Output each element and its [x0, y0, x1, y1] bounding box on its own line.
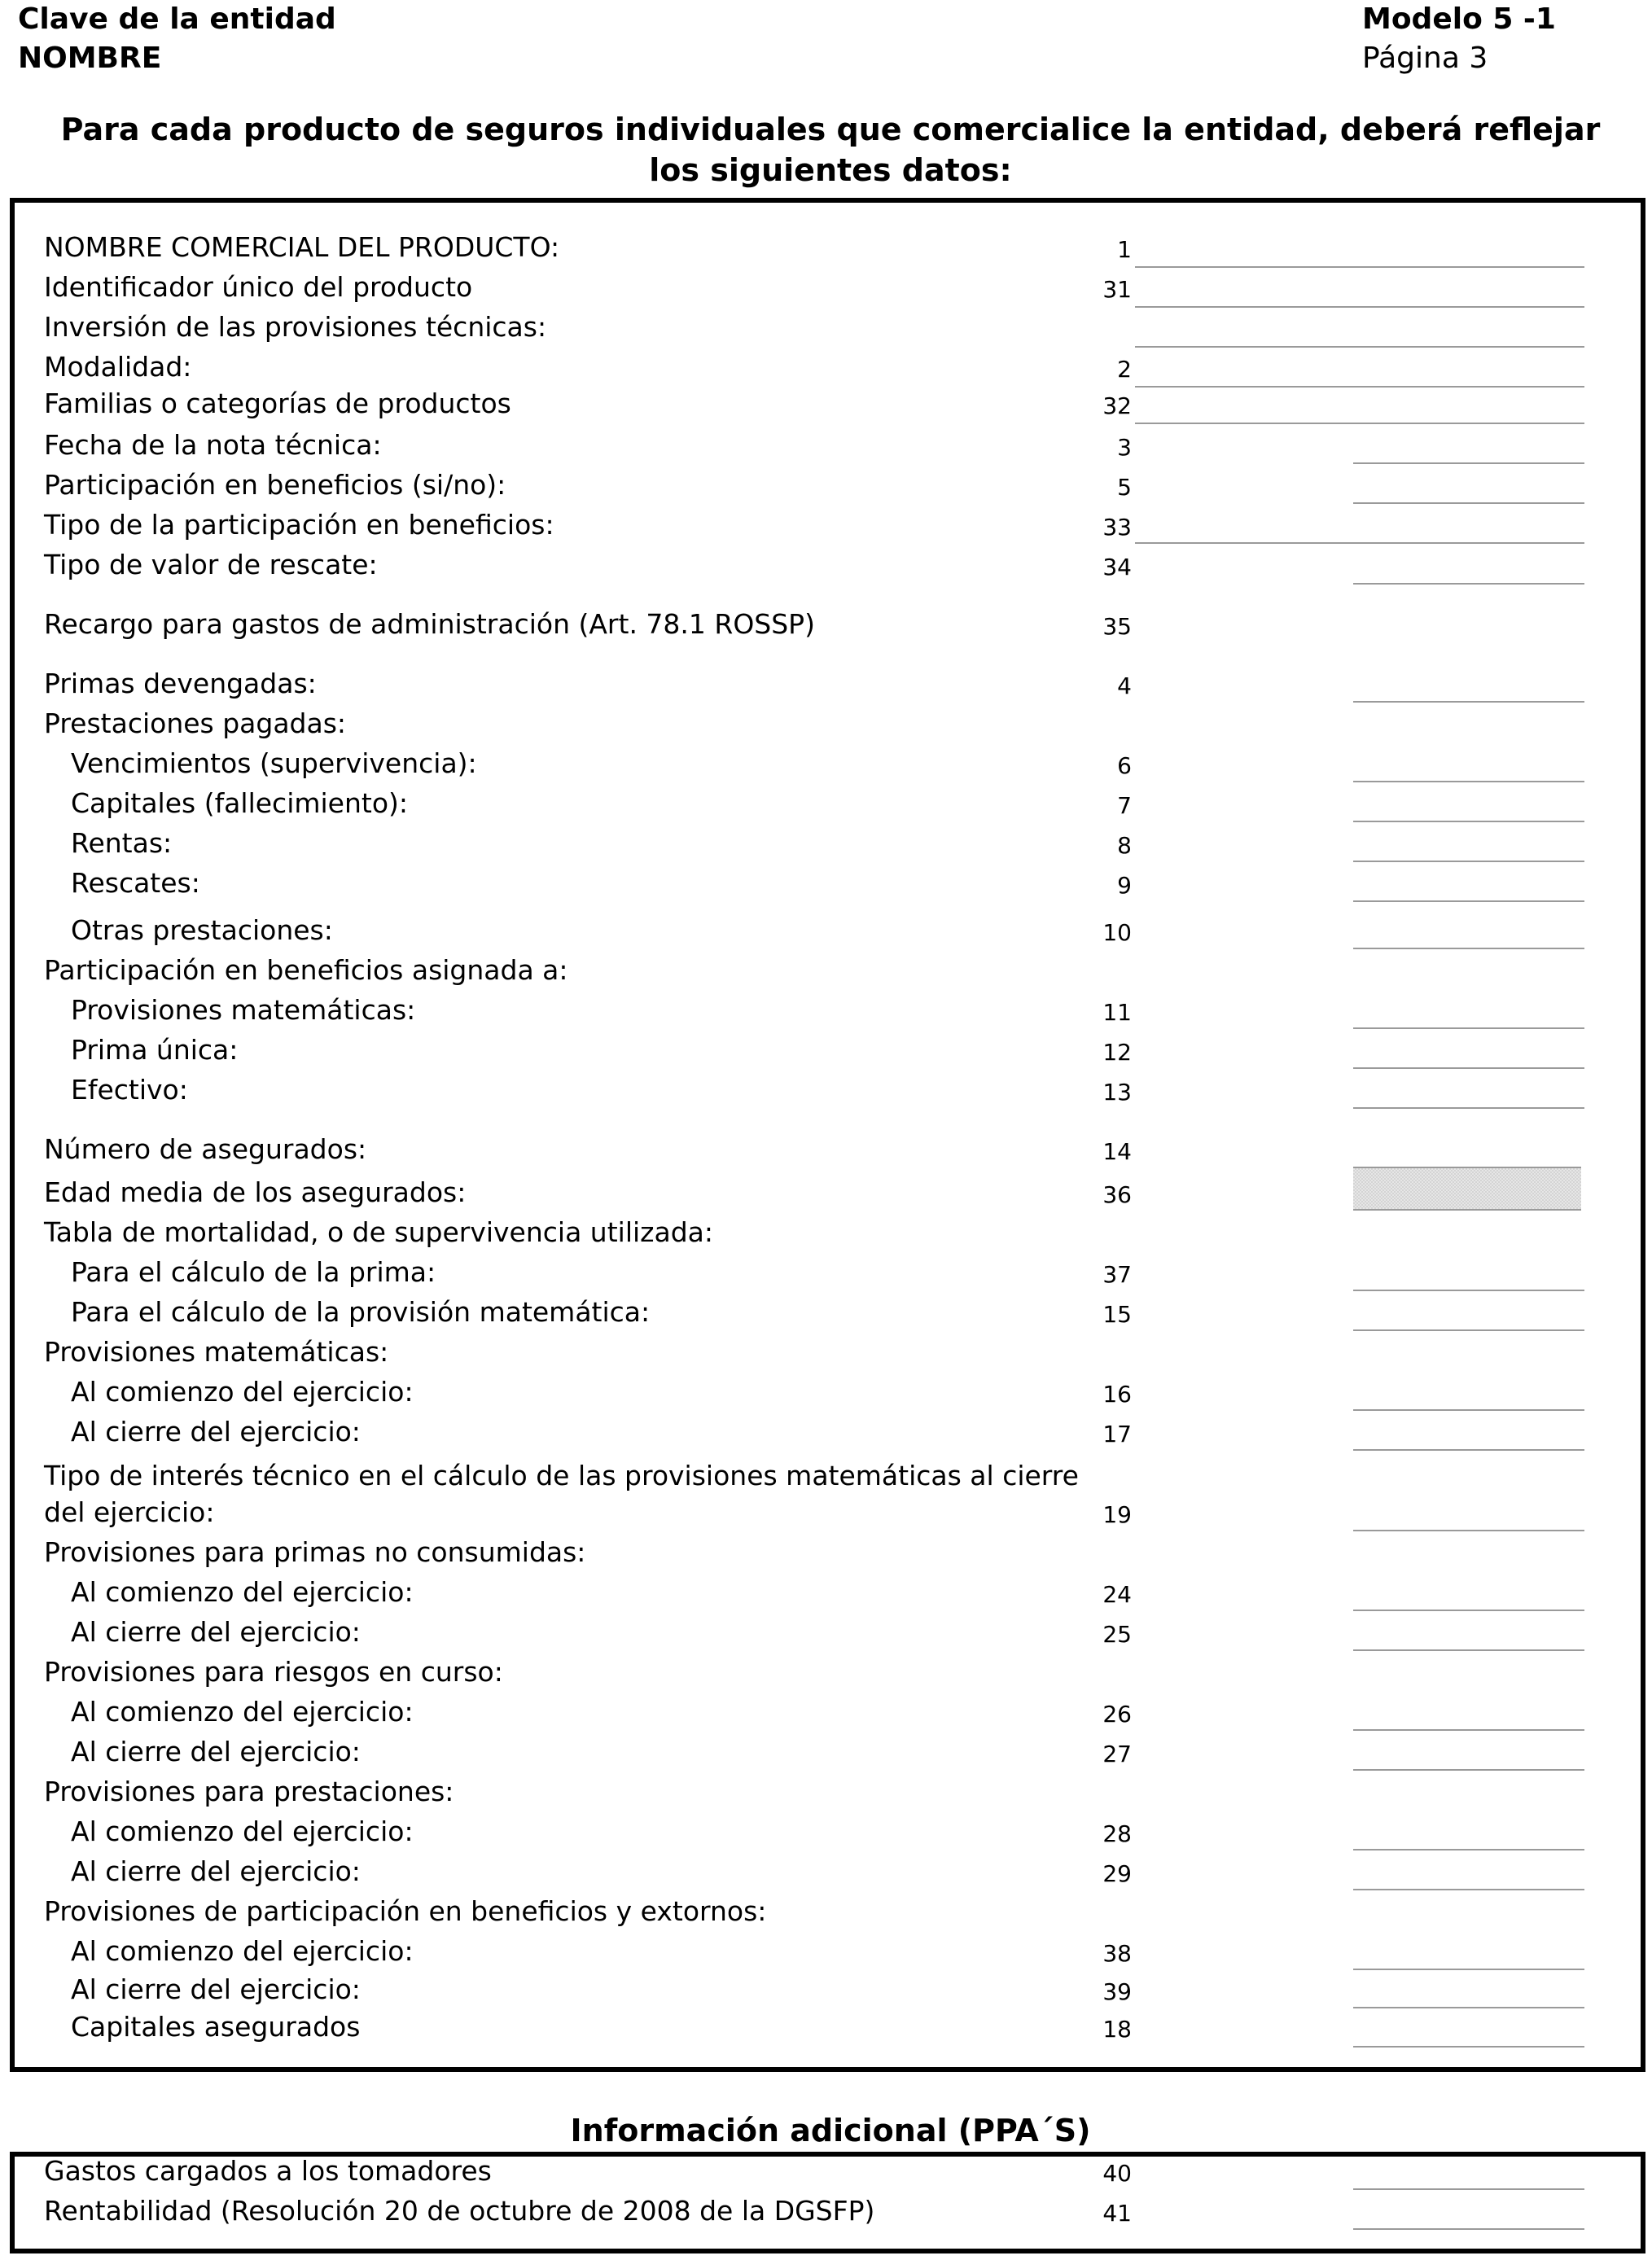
rows-label-capitales-fallecimiento: Capitales (fallecimiento):	[71, 787, 409, 819]
rows-label-prima-unica: Prima única:	[71, 1034, 239, 1066]
rows-answer-field-2[interactable]	[1135, 346, 1584, 348]
rows-code-7: 7	[1117, 792, 1132, 819]
rows-label-tipo-de-interes-tecnico-en-el-calculo-de: Tipo de interés técnico en el cálculo de las provisiones matemáticas al cierre del ejercicio:	[44, 1460, 1079, 1528]
rows-label-recargo-para-gastos-de-administracion-ar: Recargo para gastos de administración (Art. 78.1 ROSSP)	[44, 608, 815, 640]
rows-code-39: 39	[1102, 1978, 1132, 2005]
rows-answer-field-13[interactable]	[1353, 1107, 1584, 1109]
rows-label-participacion-en-beneficios-si-no: Participación en beneficios (si/no):	[44, 469, 506, 501]
rows-answer-field-9[interactable]	[1353, 900, 1584, 902]
rows-label-al-comienzo-del-ejercicio: Al comienzo del ejercicio:	[71, 1696, 414, 1728]
rows-shaded-field-36	[1353, 1167, 1581, 1211]
rows-code-14: 14	[1102, 1138, 1132, 1165]
rows-code-9: 9	[1117, 872, 1132, 899]
rows-answer-field-19[interactable]	[1353, 1530, 1584, 1531]
rows-label-provisiones-matematicas: Provisiones matemáticas:	[44, 1336, 389, 1368]
rows-code-8: 8	[1117, 832, 1132, 859]
rows-answer-field-11[interactable]	[1353, 1027, 1584, 1029]
rows-label-provisiones-de-participacion-en-benefici: Provisiones de participación en beneficios y extornos:	[44, 1895, 767, 1927]
rows-label-rentas: Rentas:	[71, 827, 173, 859]
rows-code-5: 5	[1117, 474, 1132, 501]
rows-code-18: 18	[1102, 2016, 1132, 2043]
form-title: Para cada producto de seguros individuales que comercialice la entidad, deberá reflejar los siguientes datos:	[60, 112, 1601, 188]
rows-answer-field-38[interactable]	[1353, 1969, 1584, 1970]
rows-label-tipo-de-la-participacion-en-beneficios: Tipo de la participación en beneficios:	[44, 509, 554, 541]
rows-answer-field-27[interactable]	[1353, 1769, 1584, 1771]
rows-label-prestaciones-pagadas: Prestaciones pagadas:	[44, 707, 347, 739]
name-label: NOMBRE	[18, 42, 162, 75]
rows-code-25: 25	[1102, 1621, 1132, 1648]
rows-label-vencimientos-supervivencia: Vencimientos (supervivencia):	[71, 747, 477, 779]
rows-answer-field-10[interactable]	[1353, 948, 1584, 949]
rows-answer-field-37[interactable]	[1353, 1290, 1584, 1291]
rows-answer-field-18[interactable]	[1353, 2046, 1584, 2048]
additional.rows-label-rentabilidad-resolucion-20-de-octubre-de: Rentabilidad (Resolución 20 de octubre de 2008 de la DGSFP)	[44, 2195, 875, 2227]
rows-code-37: 37	[1102, 1261, 1132, 1288]
rows-label-para-el-calculo-de-la-prima: Para el cálculo de la prima:	[71, 1256, 436, 1288]
rows-code-34: 34	[1102, 554, 1132, 580]
additional.rows-code-41: 41	[1102, 2200, 1132, 2227]
rows-answer-field-17[interactable]	[1353, 1449, 1584, 1451]
page-label: Página 3	[1362, 42, 1488, 75]
rows-label-provisiones-para-riesgos-en-curso: Provisiones para riesgos en curso:	[44, 1656, 503, 1688]
rows-answer-field-8[interactable]	[1353, 861, 1584, 862]
rows-label-al-cierre-del-ejercicio: Al cierre del ejercicio:	[71, 1416, 361, 1448]
rows-code-13: 13	[1102, 1079, 1132, 1106]
rows-code-35: 35	[1102, 613, 1132, 640]
rows-code-24: 24	[1102, 1581, 1132, 1608]
rows-code-28: 28	[1102, 1820, 1132, 1847]
rows-label-provisiones-matematicas: Provisiones matemáticas:	[71, 994, 416, 1026]
rows-code-36: 36	[1102, 1181, 1132, 1208]
rows-label-al-cierre-del-ejercicio: Al cierre del ejercicio:	[71, 1855, 361, 1887]
rows-label-identificador-unico-del-producto: Identificador único del producto	[44, 271, 473, 303]
rows-answer-field-5[interactable]	[1353, 502, 1584, 504]
rows-answer-field-29[interactable]	[1353, 1889, 1584, 1890]
rows-code-16: 16	[1102, 1381, 1132, 1408]
rows-label-al-cierre-del-ejercicio: Al cierre del ejercicio:	[71, 1973, 361, 2005]
additional.rows-answer-field-41[interactable]	[1353, 2228, 1584, 2230]
rows-code-4: 4	[1117, 672, 1132, 699]
rows-label-al-comienzo-del-ejercicio: Al comienzo del ejercicio:	[71, 1376, 414, 1408]
rows-answer-field-32[interactable]	[1135, 423, 1584, 424]
rows-label-numero-de-asegurados: Número de asegurados:	[44, 1133, 367, 1165]
entity-key-label: Clave de la entidad	[18, 2, 336, 36]
rows-answer-field-28[interactable]	[1353, 1849, 1584, 1850]
rows-code-26: 26	[1102, 1701, 1132, 1728]
rows-code-32: 32	[1102, 392, 1132, 419]
rows-label-provisiones-para-primas-no-consumidas: Provisiones para primas no consumidas:	[44, 1536, 586, 1568]
rows-answer-field-25[interactable]	[1353, 1649, 1584, 1651]
additional-info-title: Información adicional (PPA´S)	[570, 2113, 1091, 2148]
rows-label-al-comienzo-del-ejercicio: Al comienzo del ejercicio:	[71, 1935, 414, 1967]
rows-code-29: 29	[1102, 1860, 1132, 1887]
rows-code-11: 11	[1102, 999, 1132, 1026]
rows-answer-field-39[interactable]	[1353, 2007, 1584, 2008]
rows-answer-field-1[interactable]	[1135, 266, 1584, 268]
rows-label-rescates: Rescates:	[71, 867, 200, 899]
rows-code-17: 17	[1102, 1421, 1132, 1448]
rows-answer-field-3[interactable]	[1353, 462, 1584, 464]
rows-code-38: 38	[1102, 1940, 1132, 1967]
rows-answer-field-31[interactable]	[1135, 306, 1584, 308]
rows-label-inversion-de-las-provisiones-tecnicas: Inversión de las provisiones técnicas:	[44, 311, 547, 343]
rows-label-capitales-asegurados: Capitales asegurados	[71, 2011, 361, 2043]
rows-label-modalidad: Modalidad:	[44, 351, 192, 383]
rows-label-familias-o-categorias-de-productos: Familias o categorías de productos	[44, 388, 511, 419]
rows-code-2: 2	[1117, 356, 1132, 383]
rows-label-al-cierre-del-ejercicio: Al cierre del ejercicio:	[71, 1616, 361, 1648]
rows-label-efectivo: Efectivo:	[71, 1074, 188, 1106]
rows-code-12: 12	[1102, 1039, 1132, 1066]
rows-answer-field-7[interactable]	[1353, 821, 1584, 822]
rows-code-15: 15	[1102, 1301, 1132, 1328]
additional.rows-label-gastos-cargados-a-los-tomadores: Gastos cargados a los tomadores	[44, 2155, 492, 2187]
rows-label-participacion-en-beneficios-asignada-a: Participación en beneficios asignada a:	[44, 954, 568, 986]
rows-label-al-comienzo-del-ejercicio: Al comienzo del ejercicio:	[71, 1576, 414, 1608]
rows-label-fecha-de-la-nota-tecnica: Fecha de la nota técnica:	[44, 429, 382, 461]
rows-code-33: 33	[1102, 514, 1132, 541]
rows-answer-field-12[interactable]	[1353, 1067, 1584, 1069]
rows-answer-field-6[interactable]	[1353, 781, 1584, 782]
rows-label-edad-media-de-los-asegurados: Edad media de los asegurados:	[44, 1176, 467, 1208]
rows-code-6: 6	[1117, 752, 1132, 779]
rows-answer-field-33[interactable]	[1135, 542, 1584, 544]
rows-label-primas-devengadas: Primas devengadas:	[44, 668, 317, 699]
rows-label-para-el-calculo-de-la-provision-matemati: Para el cálculo de la provisión matemática:	[71, 1296, 651, 1328]
rows-label-al-comienzo-del-ejercicio: Al comienzo del ejercicio:	[71, 1815, 414, 1847]
rows-answer-field-24[interactable]	[1353, 1610, 1584, 1611]
rows-label-al-cierre-del-ejercicio: Al cierre del ejercicio:	[71, 1736, 361, 1767]
rows-answer-field-4[interactable]	[1353, 701, 1584, 703]
rows-answer-field-15[interactable]	[1353, 1329, 1584, 1331]
rows-code-1: 1	[1117, 236, 1132, 263]
rows-label-tabla-de-mortalidad-o-de-supervivencia-u: Tabla de mortalidad, o de supervivencia utilizada:	[44, 1216, 713, 1248]
rows-label-tipo-de-valor-de-rescate: Tipo de valor de rescate:	[44, 549, 378, 580]
rows-label-otras-prestaciones: Otras prestaciones:	[71, 914, 333, 946]
rows-code-3: 3	[1117, 434, 1132, 461]
rows-code-10: 10	[1102, 919, 1132, 946]
rows-answer-field-2[interactable]	[1135, 386, 1584, 388]
rows-code-31: 31	[1102, 276, 1132, 303]
rows-code-19: 19	[1102, 1501, 1132, 1528]
additional.rows-answer-field-40[interactable]	[1353, 2188, 1584, 2190]
rows-code-27: 27	[1102, 1741, 1132, 1767]
model-label: Modelo 5 -1	[1362, 2, 1556, 36]
rows-answer-field-26[interactable]	[1353, 1729, 1584, 1731]
rows-label-provisiones-para-prestaciones: Provisiones para prestaciones:	[44, 1776, 454, 1807]
additional.rows-code-40: 40	[1102, 2160, 1132, 2187]
rows-answer-field-34[interactable]	[1353, 583, 1584, 585]
rows-answer-field-16[interactable]	[1353, 1409, 1584, 1411]
rows-label-nombre-comercial-del-producto: NOMBRE COMERCIAL DEL PRODUCTO:	[44, 231, 560, 263]
